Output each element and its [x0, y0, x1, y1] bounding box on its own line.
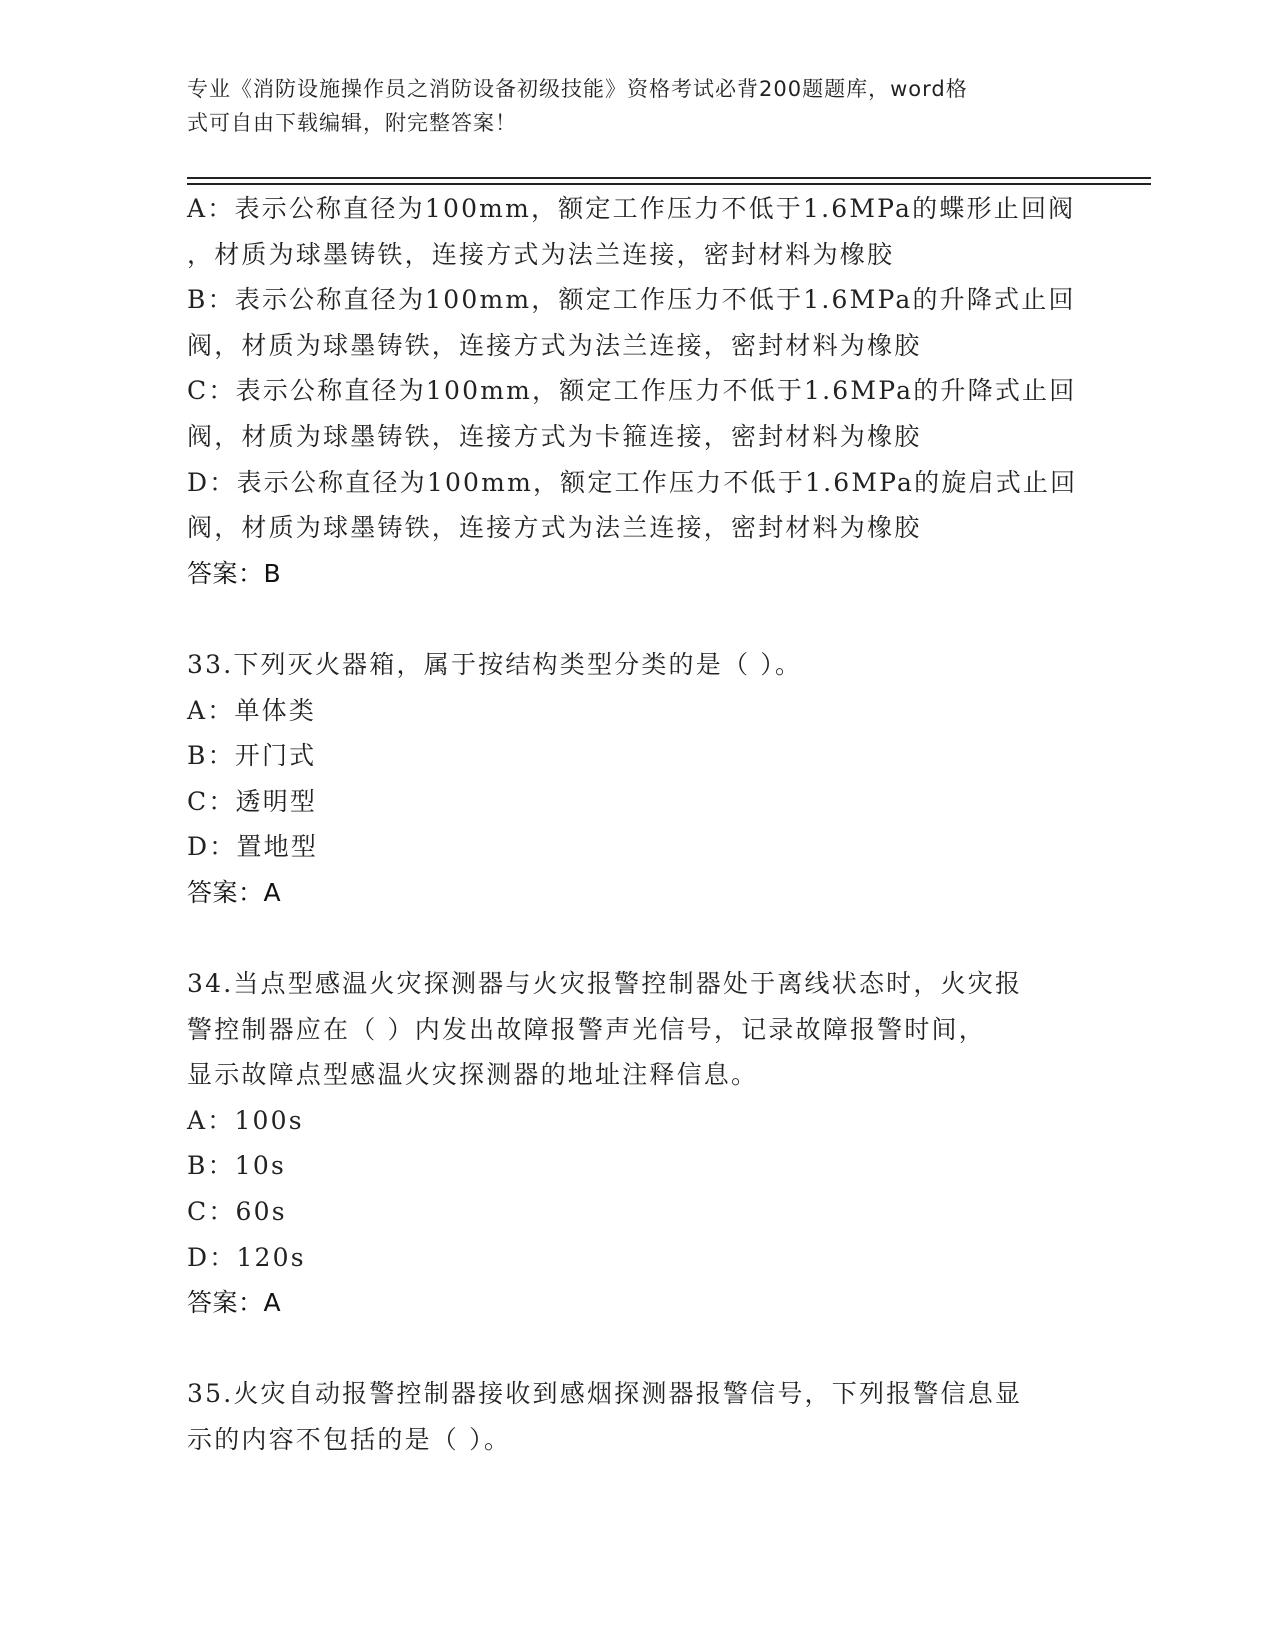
option-b: [187, 277, 1107, 368]
option-line: D：表示公称直径为100mm，额定工作压力不低于1.6MPa的旋启式止回: [187, 467, 1078, 497]
option-line: B：表示公称直径为100mm，额定工作压力不低于1.6MPa的升降式止回: [187, 285, 1076, 315]
question-stem: 35.火灾自动报警控制器接收到感烟探测器报警信号，下列报警信息显: [187, 1379, 1023, 1409]
option-c: C：透明型: [187, 786, 318, 816]
answer-label: 答案：B: [187, 558, 282, 588]
spacer: [187, 916, 1107, 962]
spacer: [187, 1326, 1107, 1372]
option-b: B：开门式: [187, 741, 317, 771]
answer-label: 答案：A: [187, 877, 282, 907]
question-stem: 警控制器应在（ ）内发出故障报警声光信号，记录故障报警时间，: [187, 1014, 986, 1044]
option-line: 阀，材质为球墨铸铁，连接方式为法兰连接，密封材料为橡胶: [187, 513, 922, 543]
header-line-1: 专业《消防设施操作员之消防设备初级技能》资格考试必背200题题库，word格: [187, 77, 968, 101]
option-line: A：表示公称直径为100mm，额定工作压力不低于1.6MPa的蝶形止回阀: [187, 194, 1076, 223]
option-c: [187, 368, 1107, 459]
option-d: D：置地型: [187, 832, 319, 862]
option-a: A：单体类: [187, 695, 317, 725]
option-line: ，材质为球墨铸铁，连接方式为法兰连接，密封材料为橡胶: [187, 239, 895, 269]
option-d: D：120s: [187, 1242, 306, 1272]
question-32: [187, 186, 1107, 596]
question-stem: 显示故障点型感温火灾探测器的地址注释信息。: [187, 1060, 759, 1090]
option-b: B：10s: [187, 1151, 287, 1181]
option-a: A：100s: [187, 1105, 304, 1135]
answer-label: 答案：A: [187, 1288, 282, 1318]
option-line: 阀，材质为球墨铸铁，连接方式为卡箍连接，密封材料为橡胶: [187, 421, 922, 451]
spacer: [187, 596, 1107, 642]
document-header: [187, 72, 1087, 140]
question-stem: 34.当点型感温火灾探测器与火灾报警控制器处于离线状态时，火灾报: [187, 969, 1023, 999]
question-33: [187, 642, 1107, 916]
question-stem: 示的内容不包括的是（ ）。: [187, 1425, 512, 1455]
header-line-2: 式可自由下载编辑，附完整答案！: [187, 111, 517, 135]
option-line: C：表示公称直径为100mm，额定工作压力不低于1.6MPa的升降式止回: [187, 376, 1077, 406]
question-35: [187, 1371, 1107, 1462]
option-c: C：60s: [187, 1197, 287, 1227]
question-stem: 33.下列灭火器箱，属于按结构类型分类的是（ ）。: [187, 649, 803, 679]
option-a: [187, 186, 1107, 277]
header-divider-top: [187, 177, 1151, 179]
option-d: [187, 460, 1107, 551]
question-34: [187, 961, 1107, 1326]
header-divider-bottom: [187, 183, 1151, 185]
option-line: 阀，材质为球墨铸铁，连接方式为法兰连接，密封材料为橡胶: [187, 330, 922, 360]
question-content: [187, 186, 1107, 1463]
